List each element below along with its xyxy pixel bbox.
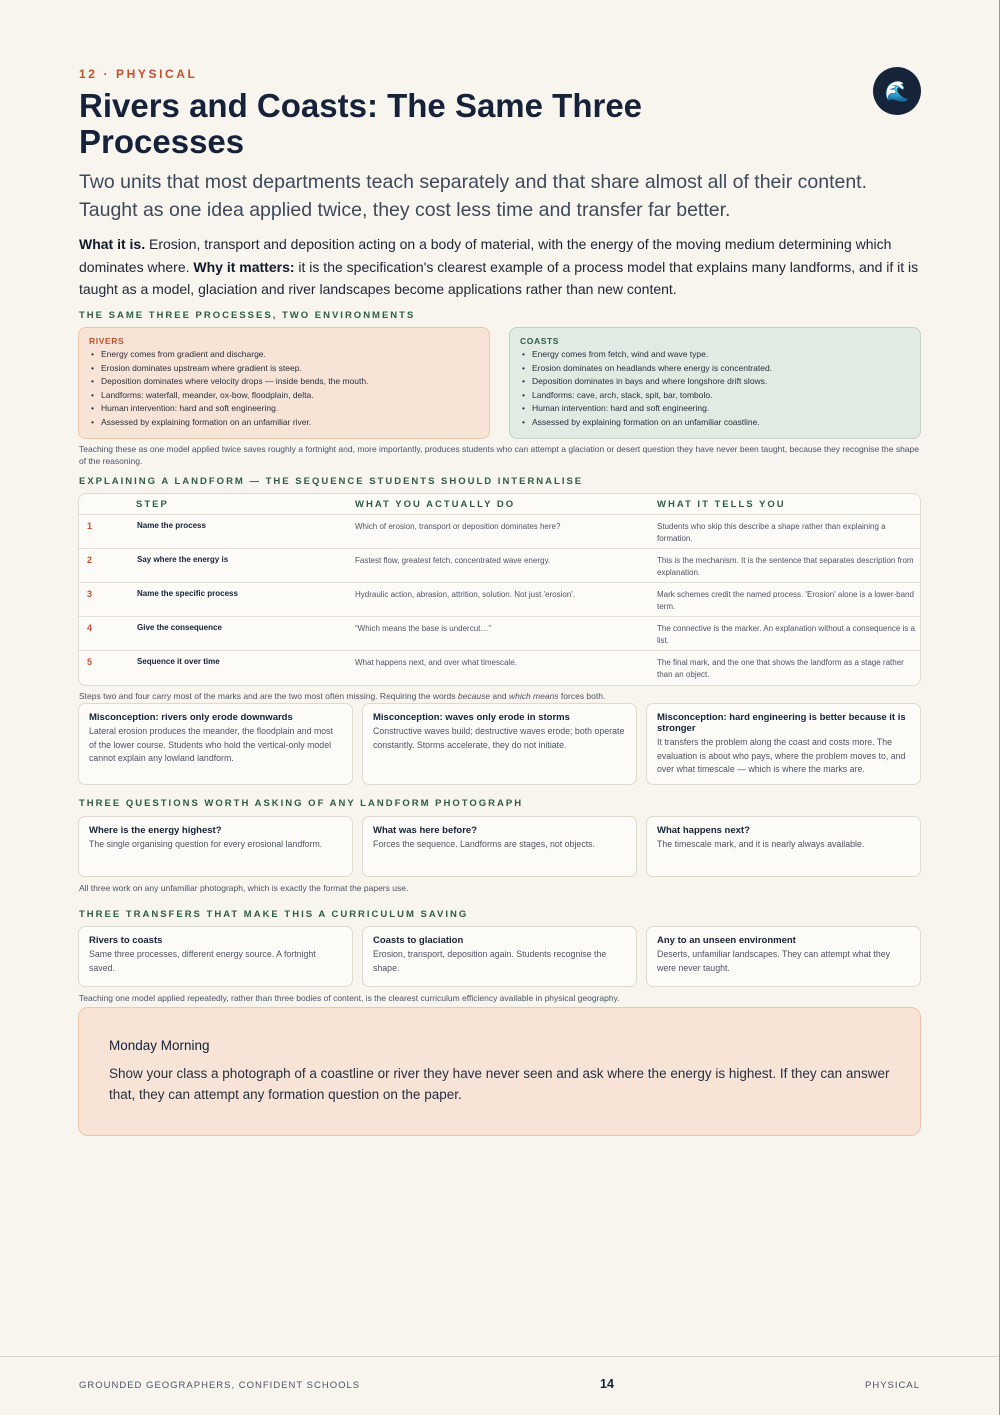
step-name: Name the process	[137, 521, 206, 530]
sequence-table	[78, 493, 921, 686]
card-title: Any to an unseen environment	[657, 935, 796, 946]
intro-paragraph	[79, 233, 924, 301]
note-text: and	[490, 691, 509, 701]
coasts-label: COASTS	[520, 336, 560, 346]
card-title: Misconception: rivers only erode downwards	[89, 712, 293, 723]
lead-paragraph: Two units that most departments teach separately and that share almost all of their content. Taught as one idea applied twice, they cost less time and transfer far better.	[79, 171, 868, 221]
question-card	[362, 816, 637, 877]
list-item: • Human intervention: hard and soft engineering.	[520, 402, 910, 416]
sequence-note	[79, 691, 919, 703]
misconception-card	[362, 703, 637, 785]
note-emphasis: which means	[508, 691, 559, 701]
column-header-tells: WHAT IT TELLS YOU	[657, 499, 786, 510]
card-text: Deserts, unfamiliar landscapes. They can attempt what they were never taught.	[657, 949, 891, 973]
step-action: Hydraulic action, abrasion, attrition, solution. Not just 'erosion'.	[355, 590, 576, 599]
step-name: Name the specific process	[137, 589, 238, 598]
card-title: What happens next?	[657, 825, 750, 836]
footer-right: PHYSICAL	[865, 1380, 920, 1391]
page-title: Rivers and Coasts: The Same Three Processes	[79, 87, 643, 160]
step-name: Give the consequence	[137, 623, 222, 632]
step-action: “Which means the base is undercut…”	[355, 624, 492, 633]
step-meaning: This is the mechanism. It is the sentence that separates description from explanation.	[657, 556, 914, 577]
step-meaning: Mark schemes credit the named process. 'Erosion' alone is a lower-band term.	[657, 590, 914, 611]
transfers-note: Teaching one model applied repeatedly, rather than three bodies of content, is the clearest curriculum efficiency available in physical geography.	[79, 993, 620, 1003]
transfer-card	[646, 926, 921, 987]
step-number: 4	[87, 623, 93, 633]
monday-morning-callout	[78, 1007, 921, 1136]
questions-note: All three work on any unfamiliar photograph, which is exactly the format the papers use.	[79, 883, 409, 893]
coasts-list	[520, 348, 910, 429]
list-item: • Landforms: cave, arch, stack, spit, bar, tombolo.	[520, 389, 910, 403]
card-title: Misconception: hard engineering is better because it is stronger	[657, 712, 906, 734]
note-text: Steps two and four carry most of the marks and are the two most often missing. Requiring the words	[79, 691, 458, 701]
step-action: What happens next, and over what timescale.	[355, 658, 517, 667]
note-emphasis: because	[457, 691, 491, 701]
card-title: Coasts to glaciation	[373, 935, 464, 946]
why-label: Why it matters:	[193, 258, 295, 275]
page-number: 14	[600, 1377, 614, 1391]
list-item: • Human intervention: hard and soft engineering.	[89, 402, 479, 416]
list-item: • Assessed by explaining formation on an unfamiliar coastline.	[520, 416, 910, 430]
card-text: Erosion, transport, deposition again. Students recognise the shape.	[373, 949, 607, 973]
card-title: Where is the energy highest?	[89, 825, 222, 836]
question-card	[78, 816, 353, 877]
chapter-eyebrow: 12 · PHYSICAL	[79, 67, 198, 81]
card-text: It transfers the problem along the coast and costs more. The evaluation is about who pays, where the problem moves to, and over what timescale — which is where the marks are.	[657, 737, 906, 774]
list-item: • Energy comes from fetch, wind and wave type.	[520, 348, 910, 362]
step-name: Say where the energy is	[137, 555, 229, 564]
section-heading-transfers: THREE TRANSFERS THAT MAKE THIS A CURRICULUM SAVING	[79, 909, 469, 920]
why-text: it is the specification's clearest example of a process model that explains many landforms, and if it is taught as a model, glaciation and river landscapes become applications rather than new content.	[79, 258, 919, 297]
section-heading-questions: THREE QUESTIONS WORTH ASKING OF ANY LANDFORM PHOTOGRAPH	[79, 798, 524, 809]
list-item: • Erosion dominates upstream where gradient is steep.	[89, 362, 479, 376]
wave-icon	[873, 67, 921, 115]
column-header-do: WHAT YOU ACTUALLY DO	[355, 499, 516, 510]
step-number: 1	[87, 521, 93, 531]
rivers-list	[89, 348, 479, 429]
environments-note: Teaching these as one model applied twice saves roughly a fortnight and, more importantly, produces students who can attempt a glaciation or desert question they have never been taught, because they recognise the shape of the reasoning.	[79, 444, 919, 466]
callout-text: Show your class a photograph of a coastline or river they have never seen and ask where the energy is highest. If they can answer that, they can attempt any formation question on the paper.	[109, 1066, 890, 1102]
card-text: The single organising question for every erosional landform.	[89, 839, 323, 849]
card-text: The timescale mark, and it is nearly always available.	[657, 839, 865, 849]
misconception-card	[646, 703, 921, 785]
card-title: What was here before?	[373, 825, 477, 836]
card-title: Misconception: waves only erode in storms	[373, 712, 570, 723]
rivers-panel	[78, 327, 490, 439]
step-meaning: Students who skip this describe a shape rather than explaining a formation.	[657, 522, 886, 543]
card-text: Constructive waves build; destructive waves erode; both operate constantly. Storms accelerate, they do not initiate.	[373, 726, 625, 750]
column-header-step: STEP	[136, 499, 169, 510]
list-item: • Deposition dominates in bays and where longshore drift slows.	[520, 375, 910, 389]
step-name: Sequence it over time	[137, 657, 220, 666]
card-title: Rivers to coasts	[89, 935, 163, 946]
section-heading-environments: THE SAME THREE PROCESSES, TWO ENVIRONMENTS	[79, 310, 416, 321]
step-action: Fastest flow, greatest fetch, concentrated wave energy.	[355, 556, 551, 565]
step-number: 2	[87, 555, 93, 565]
misconception-card	[78, 703, 353, 785]
question-card	[646, 816, 921, 877]
transfer-card	[78, 926, 353, 987]
divider	[79, 650, 920, 651]
section-heading-sequence: EXPLAINING A LANDFORM — THE SEQUENCE STUDENTS SHOULD INTERNALISE	[79, 476, 584, 487]
divider	[79, 582, 920, 583]
transfer-card	[362, 926, 637, 987]
what-label: What it is.	[79, 236, 146, 252]
list-item: • Erosion dominates on headlands where energy is concentrated.	[520, 362, 910, 376]
step-meaning: The final mark, and the one that shows the landform as a stage rather than an object.	[657, 658, 904, 679]
divider	[79, 548, 920, 549]
step-meaning: The connective is the marker. An explanation without a consequence is a list.	[657, 624, 915, 645]
footer-left: GROUNDED GEOGRAPHERS, CONFIDENT SCHOOLS	[79, 1380, 361, 1391]
step-action: Which of erosion, transport or deposition dominates here?	[355, 522, 561, 531]
card-text: Same three processes, different energy source. A fortnight saved.	[89, 949, 316, 973]
coasts-panel	[509, 327, 921, 439]
list-item: • Energy comes from gradient and discharge.	[89, 348, 479, 362]
footer-divider	[0, 1356, 1000, 1357]
list-item: • Landforms: waterfall, meander, ox-bow, floodplain, delta.	[89, 389, 479, 403]
divider	[79, 514, 920, 515]
card-text: Forces the sequence. Landforms are stages, not objects.	[373, 839, 596, 849]
divider	[79, 616, 920, 617]
wave-glyph: 🌊	[884, 80, 910, 103]
step-number: 5	[87, 657, 93, 667]
note-text: forces both.	[558, 691, 606, 701]
callout-title: Monday Morning	[109, 1038, 210, 1053]
rivers-label: RIVERS	[89, 336, 125, 346]
list-item: • Deposition dominates where velocity drops — inside bends, the mouth.	[89, 375, 479, 389]
card-text: Lateral erosion produces the meander, the floodplain and most of the lower course. Students who hold the vertical-only model cannot explain any lowland landform.	[89, 726, 334, 763]
list-item: • Assessed by explaining formation on an unfamiliar river.	[89, 416, 479, 430]
what-text: Erosion, transport and deposition acting on a body of material, with the energy of the moving medium determining which dominates where.	[79, 236, 892, 275]
step-number: 3	[87, 589, 93, 599]
